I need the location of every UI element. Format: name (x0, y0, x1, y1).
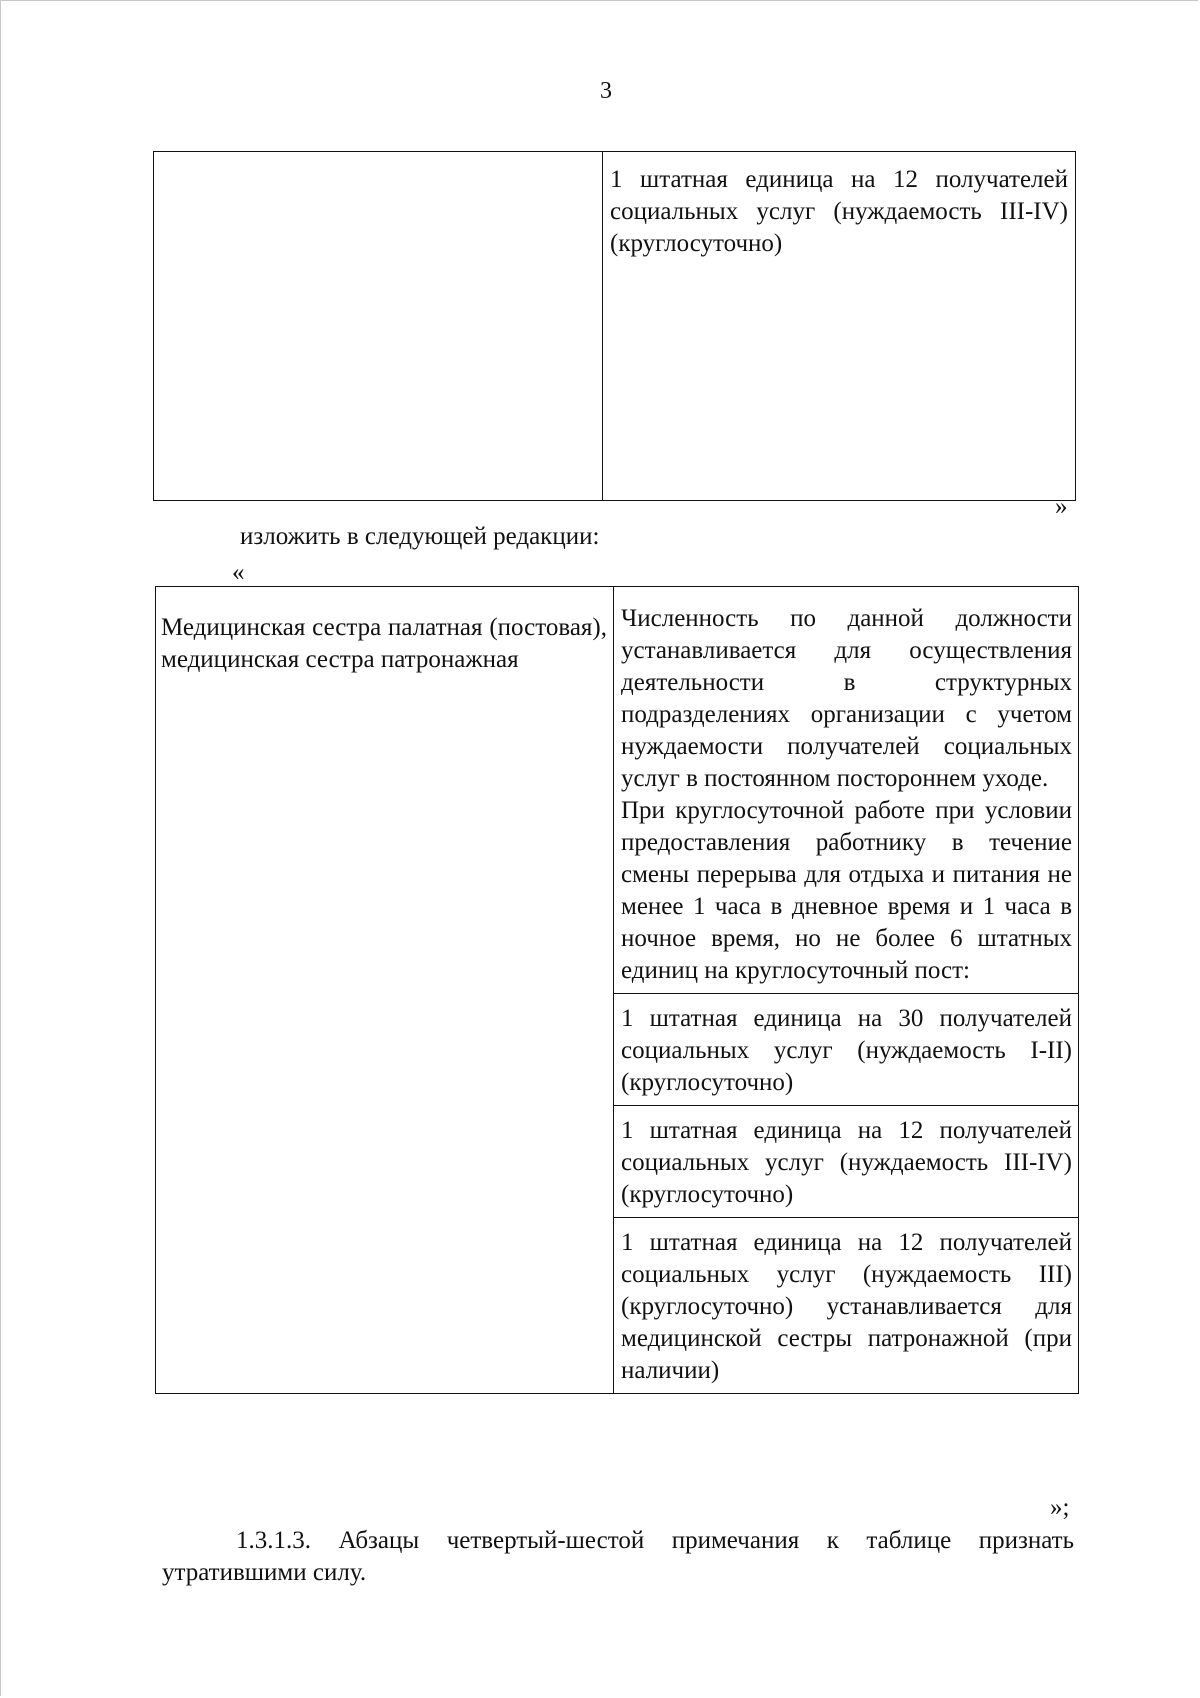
closing-quote: »; (1050, 1494, 1070, 1521)
table-cell-norm: 1 штатная единица на 12 получателей социальных услуг (нуждаемость III-IV) (круглосуточно) (614, 1106, 1079, 1218)
table-row (156, 587, 1079, 994)
final-paragraph: 1.3.1.3. Абзацы четвертый-шестой примечания к таблице признать утратившими силу. (162, 1527, 1074, 1586)
table-cell-norm: 1 штатная единица на 12 получателей социальных услуг (нуждаемость III-IV) (круглосуточно) (603, 152, 1076, 501)
table-cell-norm (614, 587, 1079, 994)
closing-quote: » (1055, 493, 1068, 520)
norm-paragraph: Численность по данной должности устанавливается для осуществления деятельности в структурных подразделениях организации с учетом нуждаемости получателей социальных услуг в постоянном постороннем уходе. (621, 605, 1072, 792)
table-new-edition (155, 586, 1079, 1394)
norm-paragraph: При круглосуточной работе при условии предоставления работнику в течение смены перерыва для отдыха и питания не менее 1 часа в дневное время и 1 часа в ночное время, но не более 6 штатных единиц на круглосуточный пост: (621, 797, 1072, 984)
table-row (154, 152, 1076, 501)
table-cell-position (154, 152, 603, 501)
intro-text: изложить в следующей редакции: (240, 523, 600, 550)
table-cell-norm: 1 штатная единица на 12 получателей социальных услуг (нуждаемость III) (круглосуточно) устанавливается для медицинской сестры патронажной (при наличии) (614, 1218, 1079, 1394)
table-cell-position: Медицинская сестра палатная (постовая), медицинская сестра патронажная (156, 587, 614, 1394)
opening-quote: « (232, 559, 245, 586)
page-number: 3 (600, 78, 612, 104)
table-fragment-top (153, 151, 1076, 501)
table-cell-norm: 1 штатная единица на 30 получателей социальных услуг (нуждаемость I-II) (круглосуточно) (614, 994, 1079, 1106)
